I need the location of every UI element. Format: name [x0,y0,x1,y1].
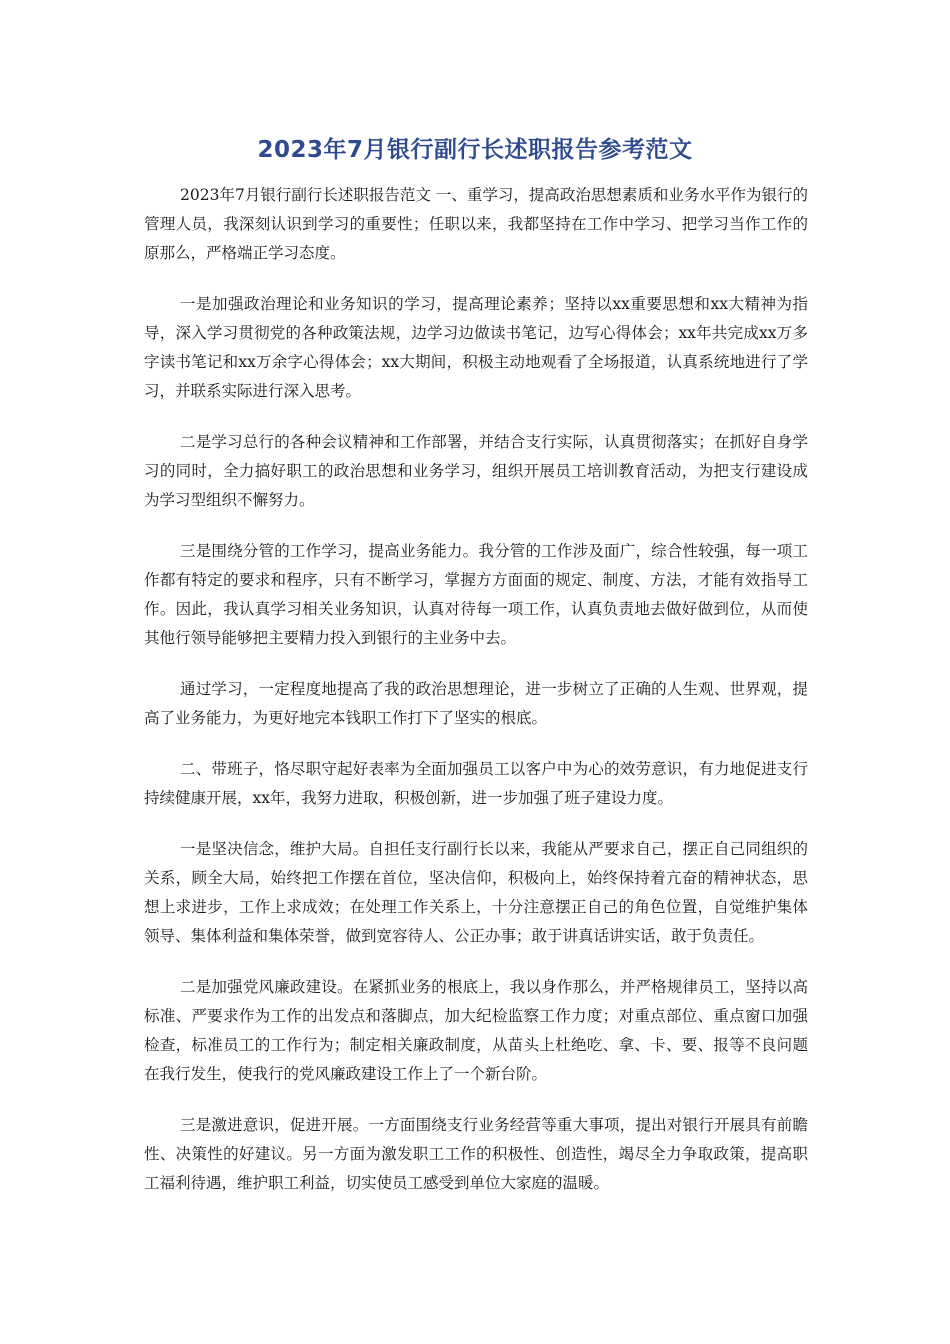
paragraph-9: 三是激进意识，促进开展。一方面围绕支行业务经营等重大事项，提出对银行开展具有前瞻性、决策性的好建议。另一方面为激发职工工作的积极性、创造性，竭尽全力争取政策，提高职工福利待遇，维护职工利益，切实使员工感受到单位大家庭的温暖。 [144,1116,808,1192]
document-title: 2023年7月银行副行长述职报告参考范文 [257,137,693,163]
paragraph-3: 二是学习总行的各种会议精神和工作部署，并结合支行实际，认真贯彻落实；在抓好自身学习的同时，全力搞好职工的政治思想和业务学习，组织开展员工培训教育活动，为把支行建设成为学习型组织不懈努力。 [144,433,808,509]
document-body [144,181,808,1220]
paragraph-2: 一是加强政治理论和业务知识的学习，提高理论素养；坚持以xx重要思想和xx大精神为指导，深入学习贯彻党的各种政策法规，边学习边做读书笔记，边写心得体会；xx年共完成xx万多字读书笔记和xx万余字心得体会；xx大期间，积极主动地观看了全场报道，认真系统地进行了学习，并联系实际进行深入思考。 [144,295,808,400]
paragraph-5: 通过学习，一定程度地提高了我的政治思想理论，进一步树立了正确的人生观、世界观，提高了业务能力，为更好地完本钱职工作打下了坚实的根底。 [144,680,808,727]
paragraph-4: 三是围绕分管的工作学习，提高业务能力。我分管的工作涉及面广，综合性较强，每一项工作都有特定的要求和程序，只有不断学习，掌握方方面面的规定、制度、方法，才能有效指导工作。因此，我认真学习相关业务知识，认真对待每一项工作，认真负责地去做好做到位，从而使其他行领导能够把主要精力投入到银行的主业务中去。 [144,542,808,647]
paragraph-1: 2023年7月银行副行长述职报告范文 一、重学习，提高政治思想素质和业务水平作为银行的管理人员，我深刻认识到学习的重要性；任职以来，我都坚持在工作中学习、把学习当作工作的原那么，严格端正学习态度。 [144,186,808,262]
paragraph-7: 一是坚决信念，维护大局。自担任支行副行长以来，我能从严要求自己，摆正自己同组织的关系，顾全大局，始终把工作摆在首位，坚决信仰，积极向上，始终保持着亢奋的精神状态，思想上求进步，工作上求成效；在处理工作关系上，十分注意摆正自己的角色位置，自觉维护集体领导、集体利益和集体荣誉，做到宽容待人、公正办事；敢于讲真话讲实话，敢于负责任。 [144,840,808,945]
paragraph-8: 二是加强党风廉政建设。在紧抓业务的根底上，我以身作那么，并严格规律员工，坚持以高标准、严要求作为工作的出发点和落脚点，加大纪检监察工作力度；对重点部位、重点窗口加强检查，标准员工的工作行为；制定相关廉政制度，从苗头上杜绝吃、拿、卡、要、报等不良问题在我行发生，使我行的党风廉政建设工作上了一个新台阶。 [144,978,808,1083]
paragraph-6: 二、带班子，恪尽职守起好表率为全面加强员工以客户中为心的效劳意识，有力地促进支行持续健康开展，xx年，我努力进取，积极创新，进一步加强了班子建设力度。 [144,760,808,807]
